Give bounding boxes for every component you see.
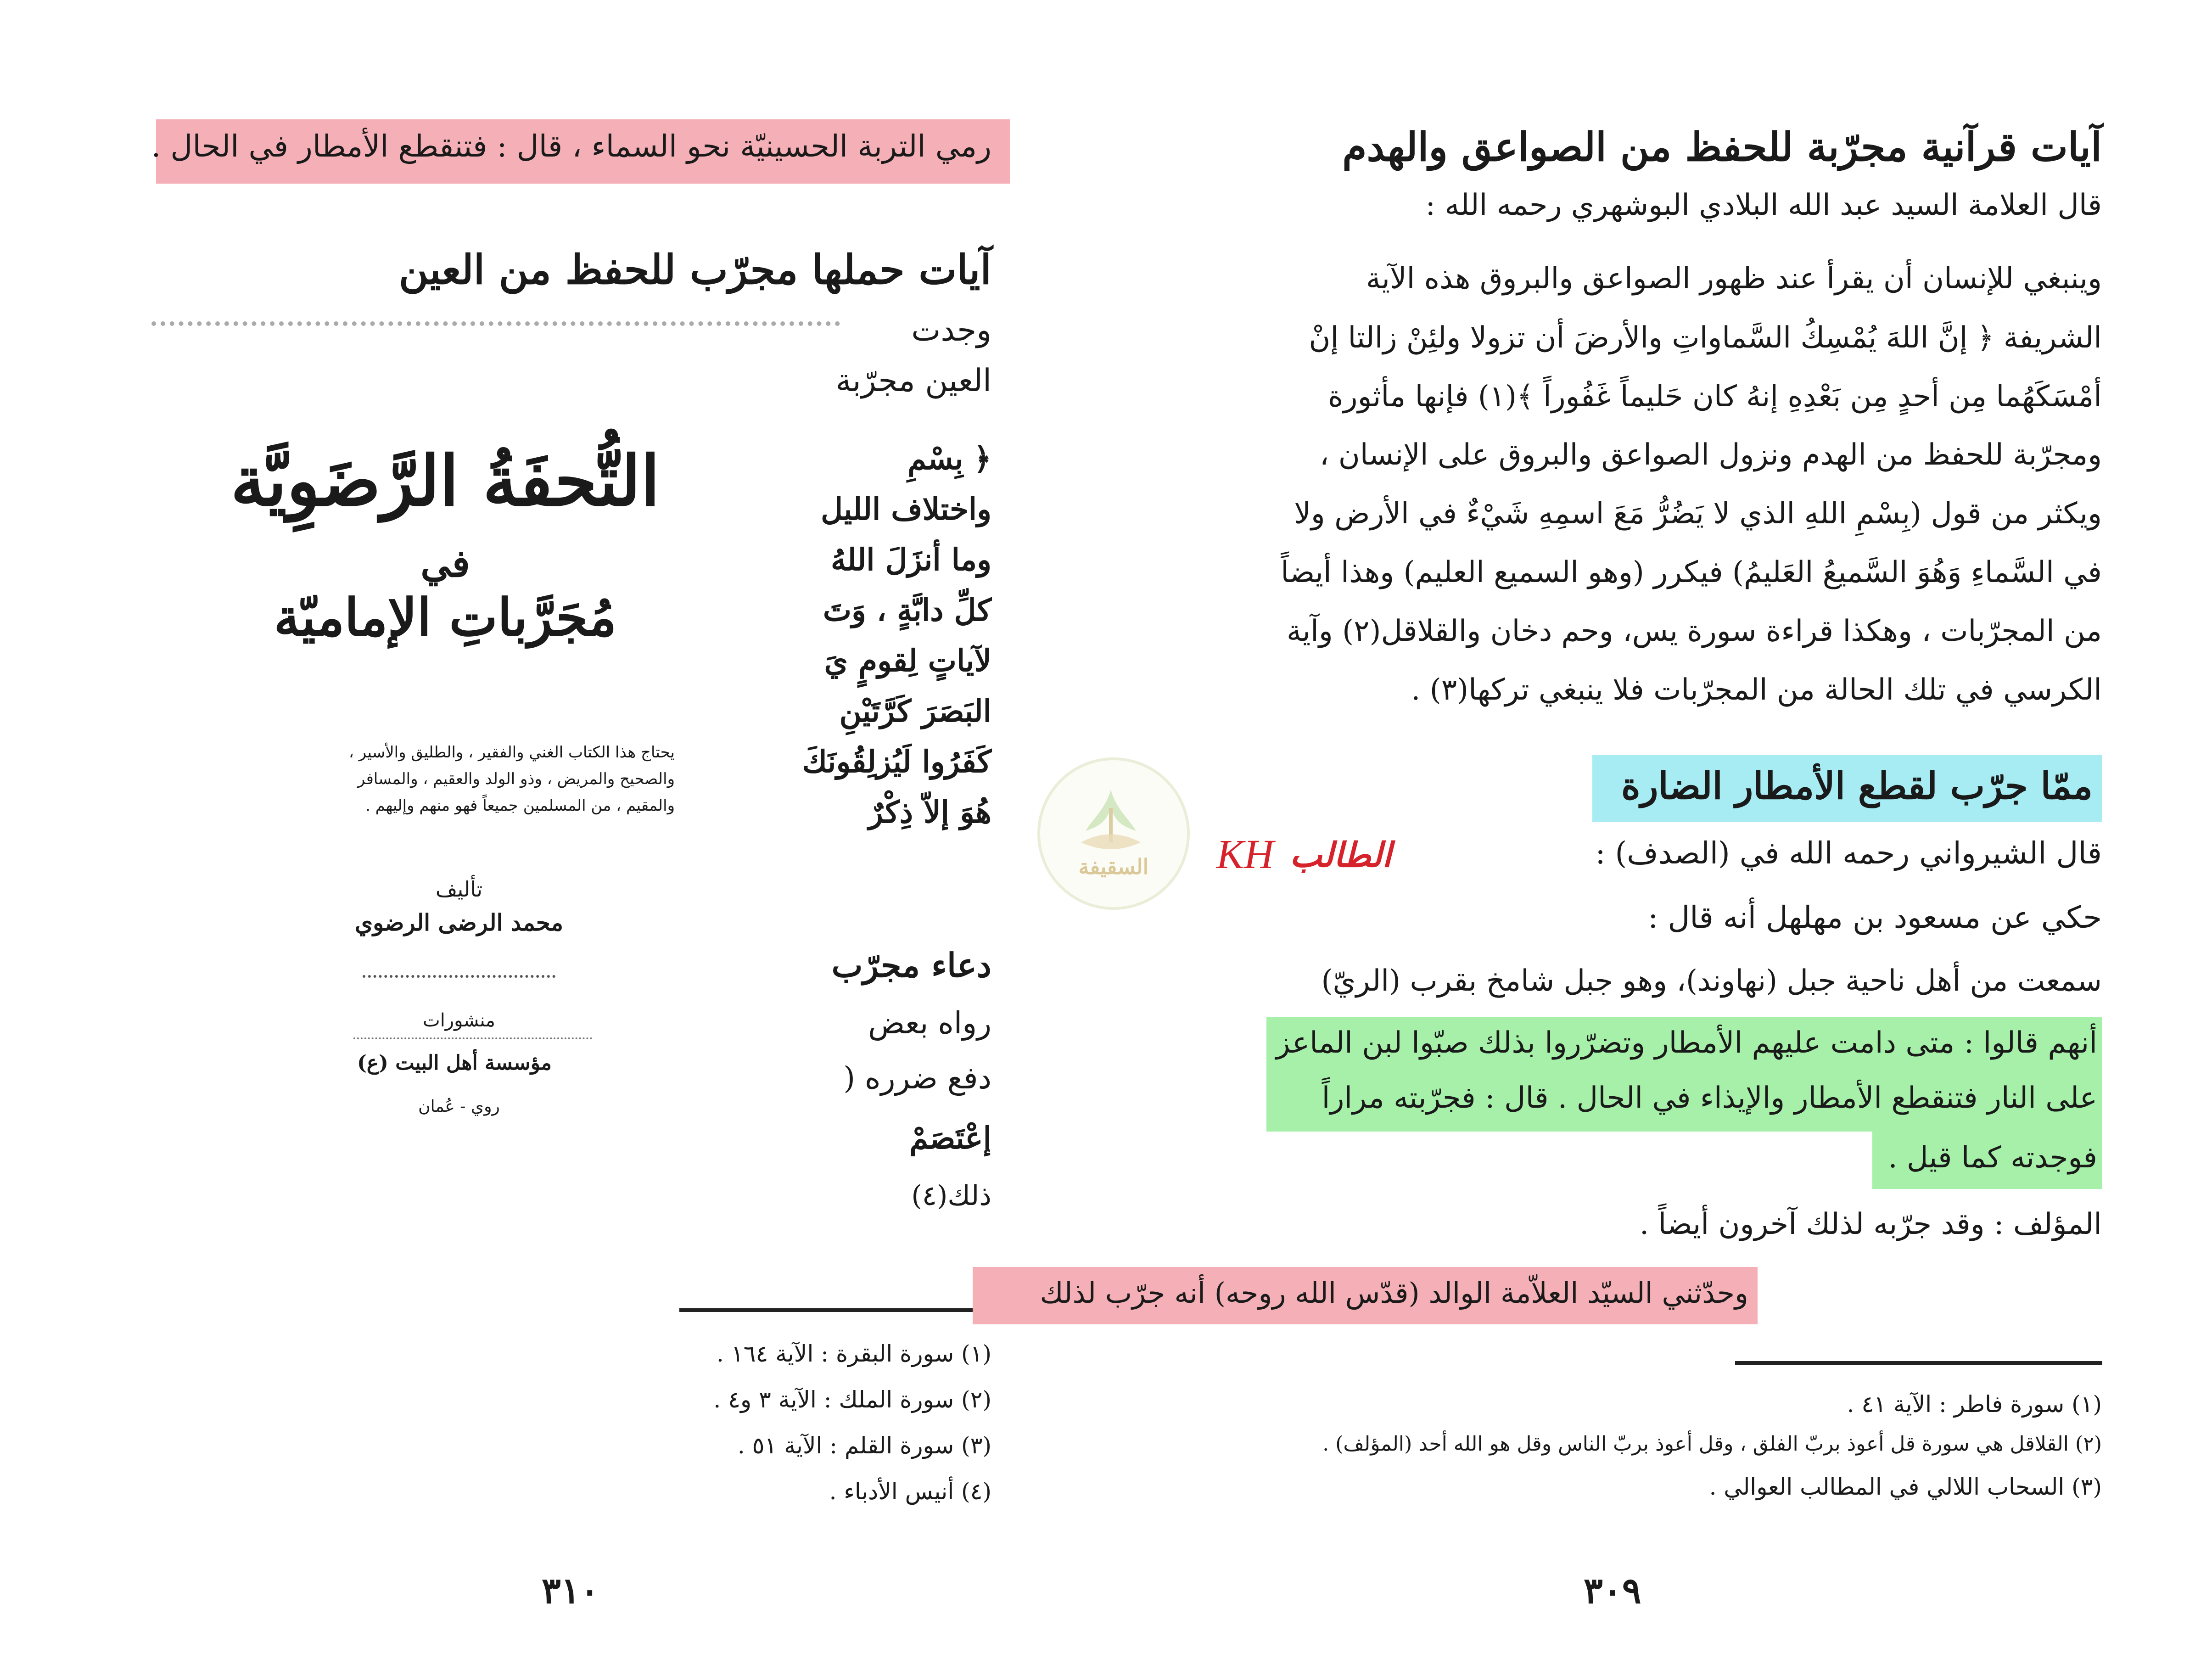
cover-subtitle: مُجَرَّباتِ الإماميّة [274,588,617,648]
heard-line: سمعت من أهل ناحية جبل (نهاوند)، وهو جبل شامخ بقرب (الريّ) [1321,964,2102,998]
cover-publisher-place: روي - عُمان [418,1097,500,1116]
dua-line: دفع ضرره ( [843,1060,991,1096]
verse-line: ﴿ بِسْمِ [907,441,991,476]
father-line: وحدّثني السيّد العلاّمة الوالد (قدّس الله روحه) أنه جرّب لذلك [1040,1276,1748,1310]
left-heading: آيات حملها مجرّب للحفظ من العين [398,246,991,293]
author-note: المؤلف : وقد جرّبه لذلك آخرون أيضاً . [1639,1207,2102,1241]
cover-author-name: محمد الرضى الرضوي [354,909,563,936]
cover-blurb-line: يحتاج هذا الكتاب الغني والفقير ، والطليق والأسير ، [348,743,675,762]
right-footnote-rule [1735,1361,2102,1365]
dua-line: ذلك(٤) [911,1180,991,1212]
paragraph-line: وينبغي للإنسان أن يقرأ عند ظهور الصواعق والبروق هذه الآية [1366,262,2102,296]
left-footnote-rule [679,1308,1010,1312]
verse-line: لآياتٍ لِقومٍ يَ [824,643,991,678]
cover-title: التُّحفَةُ الرَّضَوِيَّة [230,441,660,521]
paragraph-line: من المجرّبات ، وهكذا قراءة سورة يس، وحم دخان والقلاقل(٢) وآية [1287,614,2102,648]
cover-blurb [252,739,675,819]
green-line: على النار فتنقطع الأمطار والإيذاء في الحال . قال : فجرّبته مراراً [1322,1081,2097,1115]
right-page [1040,0,2212,1659]
paragraph-line: أمْسَكَهُما مِن أحدٍ مِن بَعْدِهِ إنهُ كان حَليماً غَفُوراً ﴾(١) فإنها مأثورة [1328,380,2102,414]
right-footnote: (١) سورة فاطر : الآية ٤١ . [1847,1391,2102,1418]
green-line: فوجدته كما قيل . [1888,1141,2097,1175]
watermark-site-name: السقيفة [1078,854,1149,879]
paragraph-line: ويكثر من قول (بِسْمِ اللهِ الذي لا يَضُرُّ مَعَ اسمِهِ شَيْءٌ في الأرض ولا [1294,497,2102,531]
paragraph-line: ومجرّبة للحفظ من الهدم ونزول الصواعق والبروق على الإنسان ، [1319,438,2102,472]
left-footnote: (١) سورة البقرة : الآية ١٦٤ . [716,1340,991,1367]
verse-line: كَفَرُوا لَيُزلِقُونَكَ [802,744,991,779]
paragraph-line: الشريفة ﴿ إنَّ اللهَ يُمْسِكُ السَّماواتِ والأرضَ أن تزولا ولئِنْ زالتا إنْ [1309,321,2102,355]
right-footnote: (٣) السحاب اللالي في المطالب العوالي . [1709,1474,2102,1500]
verse-line: هُوَ إلاّ ذِكْرٌ [868,794,991,830]
section-heading: ممّا جرّب لقطع الأمطار الضارة [1621,764,2093,807]
green-line: أنهم قالوا : متى دامت عليهم الأمطار وتضرّروا بذلك صبّوا لبن الماعز [1276,1026,2097,1060]
left-footnote: (٣) سورة القلم : الآية ٥١ . [737,1432,991,1459]
dua-heading: دعاء مجرّب [831,946,991,985]
dua-line: إعْتَصَمْ [909,1120,991,1156]
left-footnote: (٢) سورة الملك : الآية ٣ و٤ . [713,1386,991,1413]
cover-author-label: تأليف [435,877,483,902]
left-top-line: رمي التربة الحسينيّة نحو السماء ، قال : فتنقطع الأمطار في الحال . [151,129,991,164]
cover-publisher-name: مؤسسة أهل البيت (ع) [357,1051,552,1075]
verse-line: وما أنزَلَ اللهُ [830,542,991,577]
cropped-text-fragments [151,321,840,340]
right-heading: آيات قرآنية مجرّبة للحفظ من الصواعق والهدم [1342,124,2102,170]
cover-publisher-label: منشورات [423,1010,495,1031]
narrated-line: حكي عن مسعود بن مهلهل أنه قال : [1648,900,2102,935]
right-footnote: (٢) القلاقل هي سورة قل أعوذ بربّ الفلق ، وقل أعوذ بربّ الناس وقل هو الله أحد (المؤلف) . [1322,1432,2102,1456]
cover-in-word: في [420,542,470,586]
cover-blurb-line: والصحيح والمريض ، وذو الولد والعقيم ، والمسافر [357,770,675,788]
signature-name: الطالب [1290,835,1392,875]
dua-line: رواه بعض [868,1005,991,1041]
left-line-eye: العين مجرّبة [835,363,991,399]
book-cover [106,349,785,1221]
left-footnote: (٤) أنيس الأدباء . [829,1478,991,1505]
paragraph-line: في السَّماءِ وَهُوَ السَّميعُ العَليمُ) فيكرر (وهو السميع العليم) وهذا أيضاً [1281,555,2102,589]
verse-line: واختلاف الليل [821,491,991,527]
right-author-line: قال العلامة السيد عبد الله البلادي البوشهري رحمه الله : [1425,188,2102,222]
left-page-number: ٣١٠ [542,1570,599,1612]
library-stamp-line [353,1037,592,1044]
cover-stamp-smudge [363,959,555,978]
shirvani-line: قال الشيرواني رحمه الله في (الصدف) : [1595,835,2102,871]
right-page-number: ٣٠٩ [1584,1570,1641,1612]
verse-line: البَصَرَ كَرَّتَيْنِ [839,693,991,729]
cover-blurb-line: والمقيم ، من المسلمين جميعاً فهو منهم وإليهم . [365,796,675,815]
left-line-found: وجدت [911,312,991,348]
verse-line: كلِّ دابَّةٍ ، وَتَ [823,592,991,628]
paragraph-line: الكرسي في تلك الحالة من المجرّبات فلا ينبغي تركها(٣) . [1411,673,2102,707]
signature-initials: KH [1216,832,1274,877]
